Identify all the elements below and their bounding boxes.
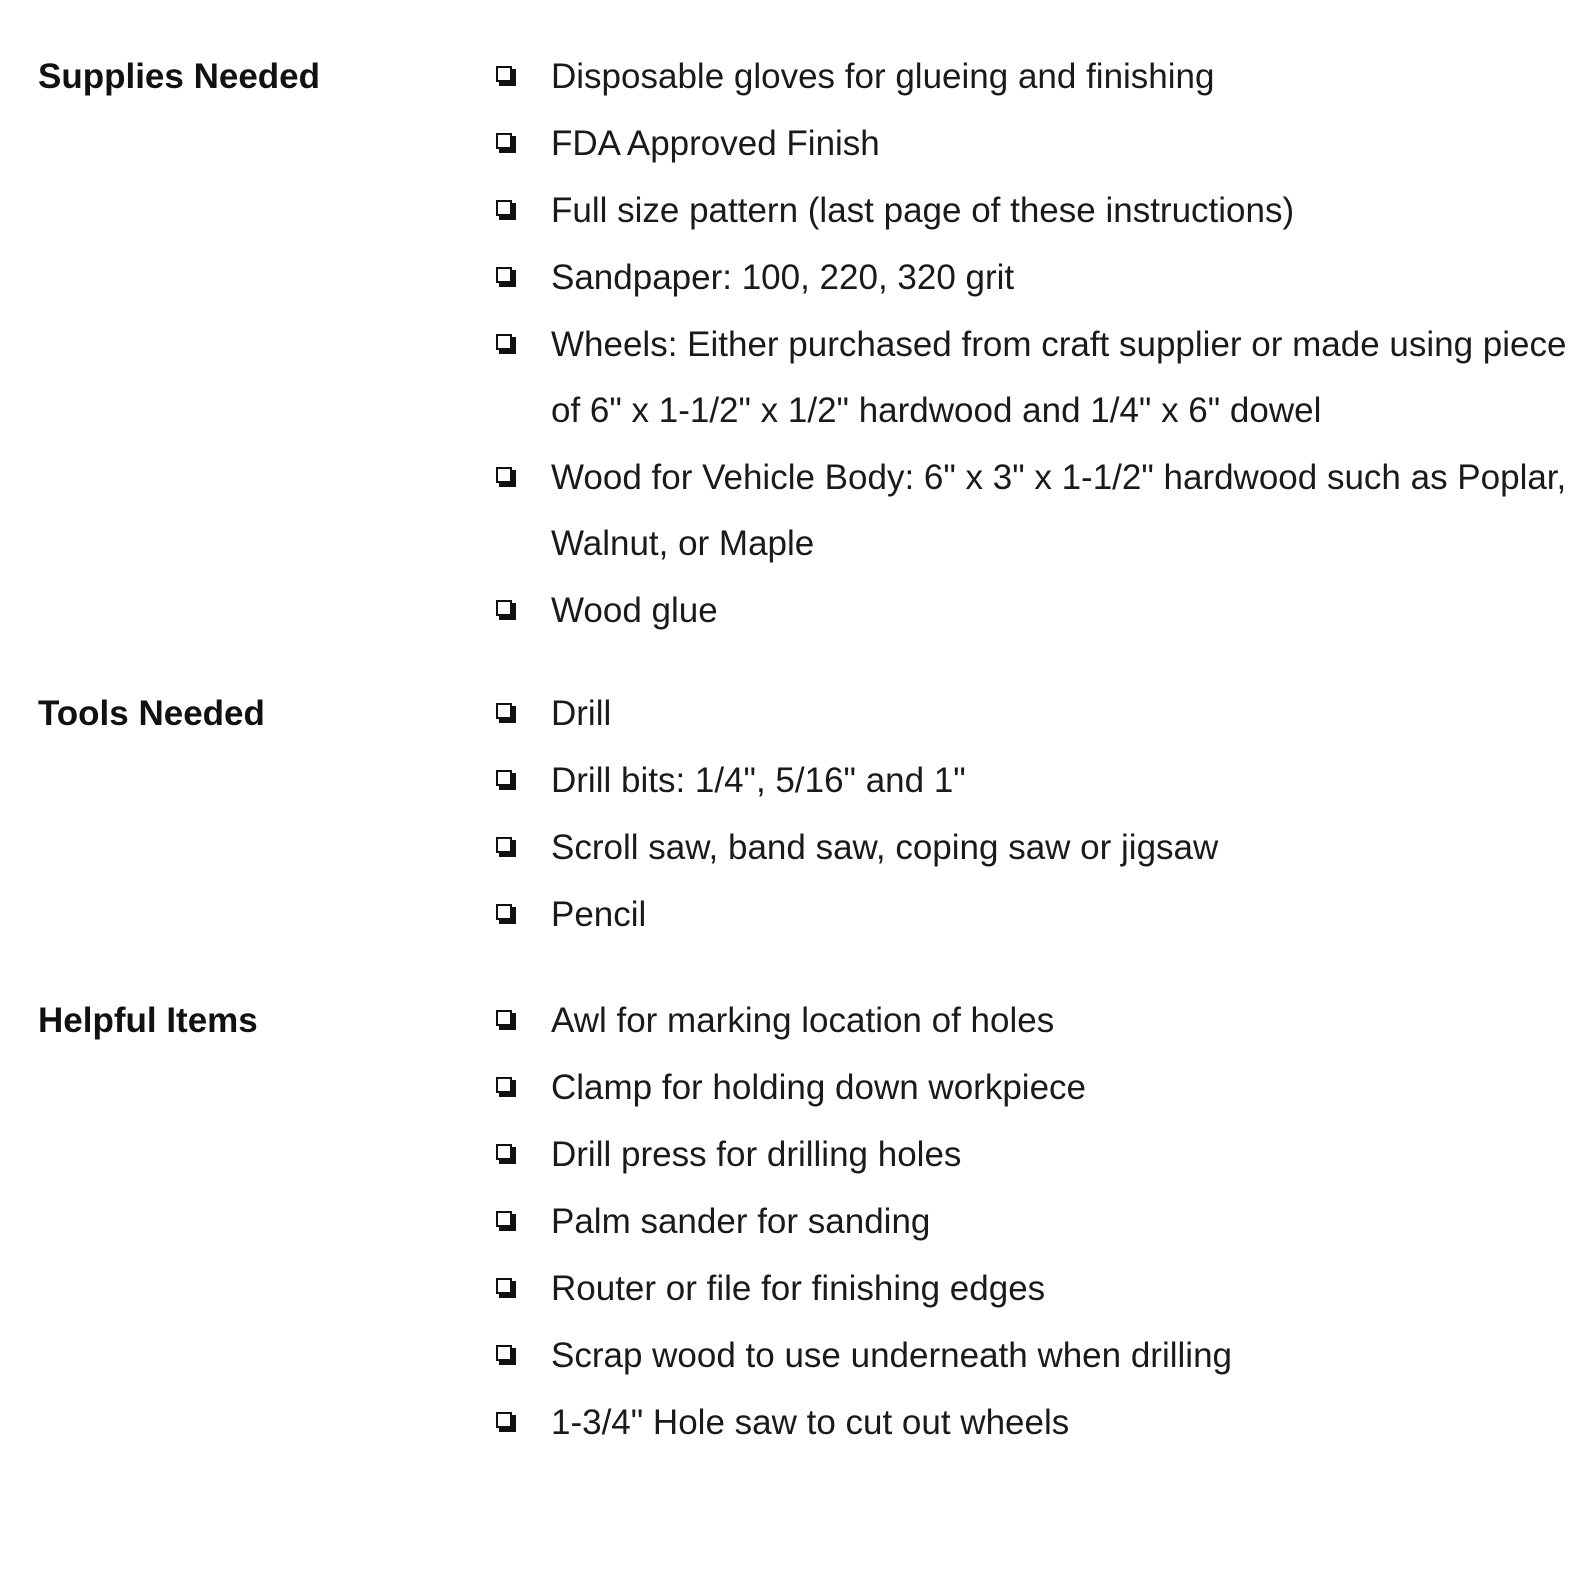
list-item-text: FDA Approved Finish <box>551 124 880 163</box>
list-item-text: Disposable gloves for glueing and finishing <box>551 57 1215 96</box>
list-item-text: Awl for marking location of holes <box>551 1001 1055 1040</box>
list-item <box>496 1269 1576 1309</box>
section-heading: Helpful Items <box>38 1001 258 1040</box>
checkbox-icon <box>496 1345 516 1365</box>
supplies-list <box>496 57 1576 658</box>
list-item-text: Drill bits: 1/4", 5/16" and 1" <box>551 761 966 800</box>
list-item-text: Wood glue <box>551 591 718 630</box>
list-item <box>496 191 1576 231</box>
checkbox-icon <box>496 1077 516 1097</box>
checkbox-icon <box>496 1144 516 1164</box>
section-heading: Tools Needed <box>38 694 265 733</box>
list-item-text: Full size pattern (last page of these instructions) <box>551 191 1295 230</box>
checkbox-icon <box>496 837 516 857</box>
list-item <box>496 1336 1576 1376</box>
list-item-text: Palm sander for sanding <box>551 1202 931 1241</box>
checkbox-icon <box>496 133 516 153</box>
list-item <box>496 458 1576 564</box>
list-item <box>496 828 1576 868</box>
list-item <box>496 124 1576 164</box>
section-heading: Supplies Needed <box>38 57 321 96</box>
list-item-text: Drill press for drilling holes <box>551 1135 962 1174</box>
list-item <box>496 591 1576 631</box>
checkbox-icon <box>496 334 516 354</box>
list-item-text: Pencil <box>551 895 647 934</box>
list-item <box>496 1001 1576 1041</box>
list-item <box>496 1403 1576 1443</box>
checkbox-icon <box>496 1278 516 1298</box>
checkbox-icon <box>496 200 516 220</box>
list-item-text: Router or file for finishing edges <box>551 1269 1046 1308</box>
checkbox-icon <box>496 703 516 723</box>
list-item <box>496 1068 1576 1108</box>
list-item <box>496 258 1576 298</box>
checkbox-icon <box>496 66 516 86</box>
list-item <box>496 761 1576 801</box>
checkbox-icon <box>496 467 516 487</box>
checkbox-icon <box>496 904 516 924</box>
checkbox-icon <box>496 770 516 790</box>
list-item-text: Wood for Vehicle Body: 6" x 3" x 1-1/2" hardwood such as Poplar, Walnut, or Maple <box>551 458 1567 563</box>
checkbox-icon <box>496 1412 516 1432</box>
checkbox-icon <box>496 600 516 620</box>
list-item-text: Drill <box>551 694 612 733</box>
list-item <box>496 325 1576 431</box>
list-item-text: Scroll saw, band saw, coping saw or jigsaw <box>551 828 1219 867</box>
list-item-text: Wheels: Either purchased from craft supplier or made using piece of 6" x 1-1/2" x 1/2" hardwood and 1/4" x 6" dowel <box>551 325 1567 430</box>
list-item-text: 1-3/4" Hole saw to cut out wheels <box>551 1403 1070 1442</box>
list-item-text: Scrap wood to use underneath when drilling <box>551 1336 1232 1375</box>
checkbox-icon <box>496 1010 516 1030</box>
checkbox-icon <box>496 1211 516 1231</box>
list-item-text: Sandpaper: 100, 220, 320 grit <box>551 258 1015 297</box>
list-item <box>496 57 1576 97</box>
tools-list <box>496 694 1576 962</box>
list-item <box>496 895 1576 935</box>
list-item <box>496 1202 1576 1242</box>
list-item <box>496 1135 1576 1175</box>
checkbox-icon <box>496 267 516 287</box>
list-item <box>496 694 1576 734</box>
list-item-text: Clamp for holding down workpiece <box>551 1068 1086 1107</box>
helpful-items-list <box>496 1001 1576 1470</box>
